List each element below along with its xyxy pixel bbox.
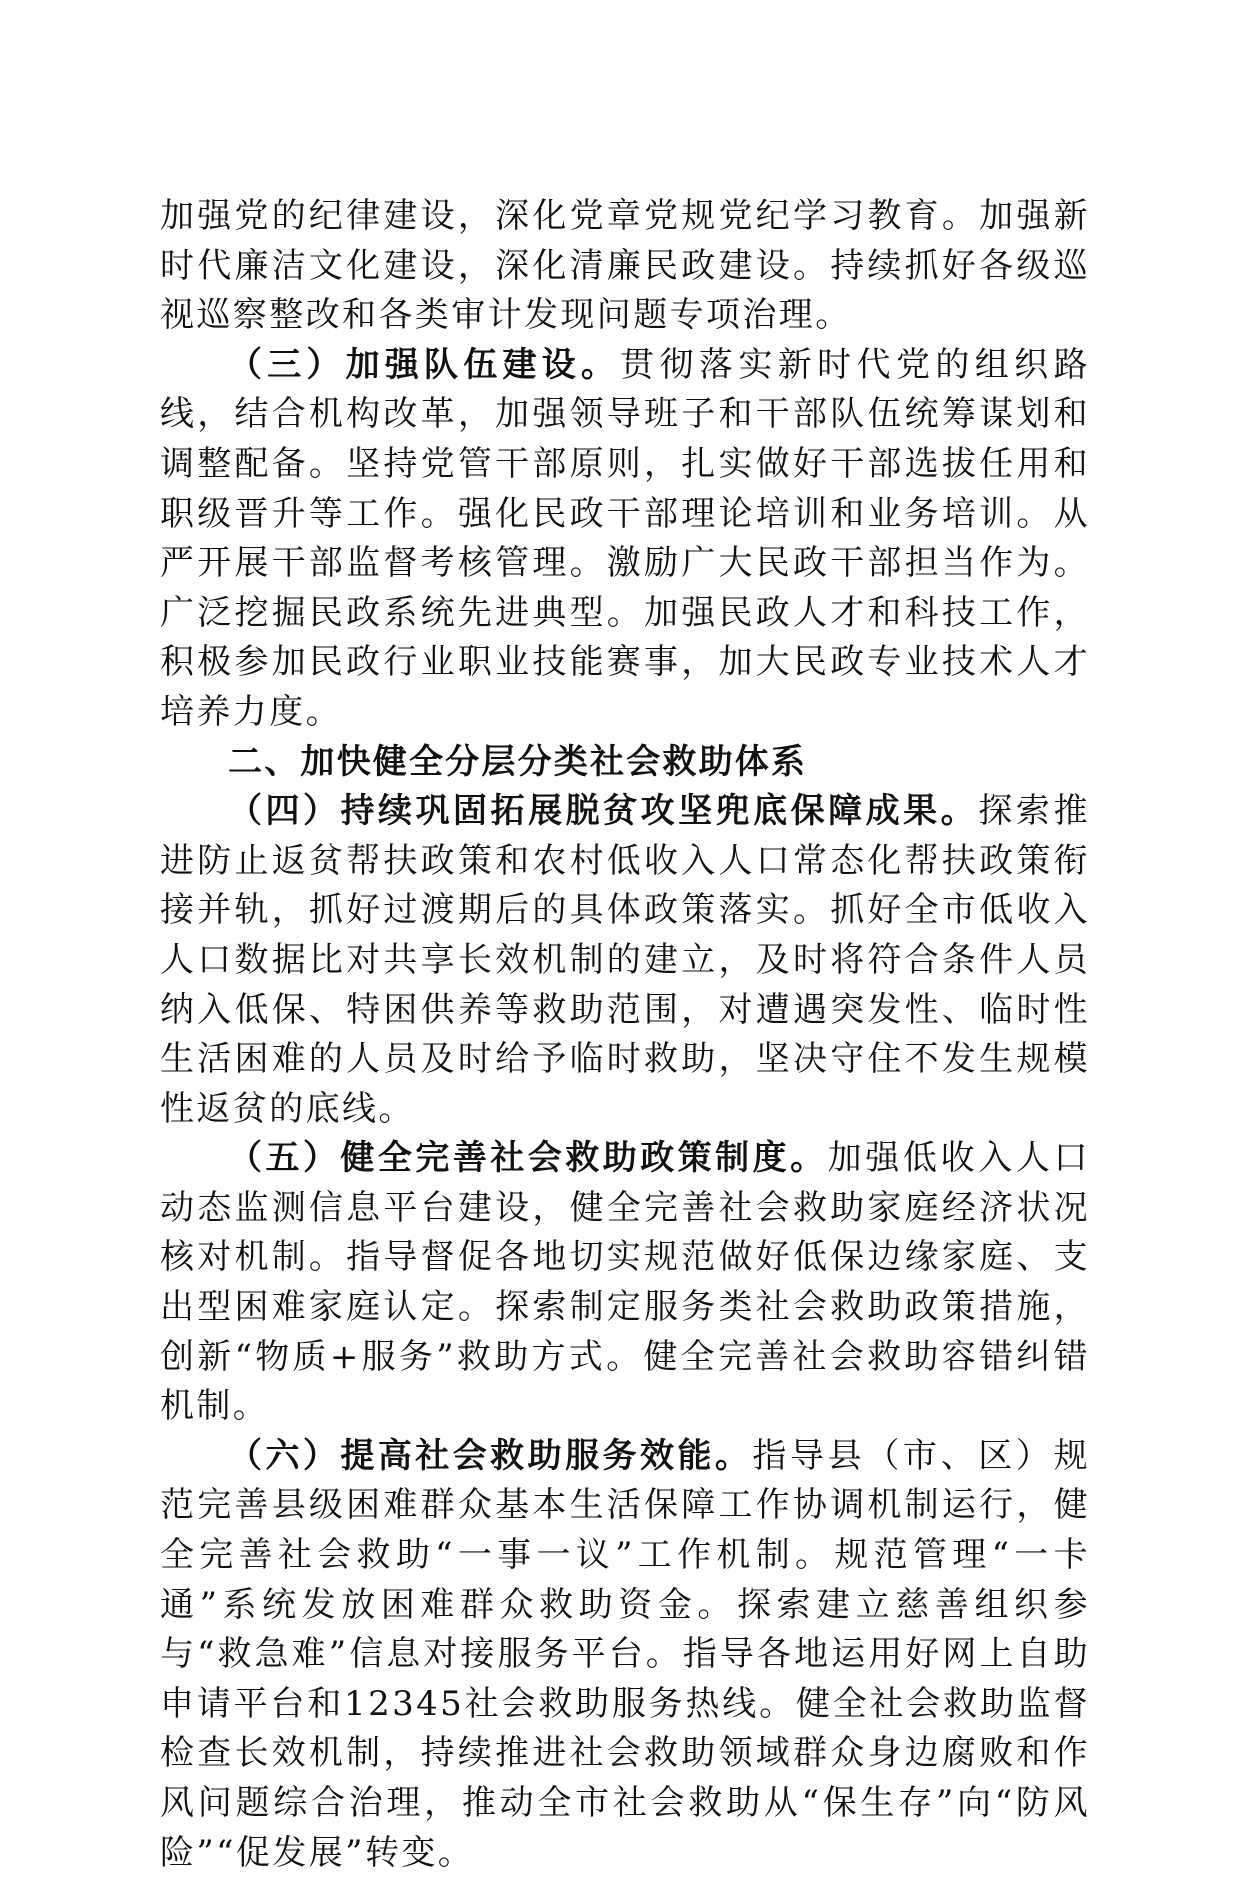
paragraph-lead: （五）健全完善社会救助政策制度。 — [228, 1138, 828, 1179]
paragraph-poverty-alleviation — [160, 787, 1090, 1134]
section-heading: 二、加快健全分层分类社会救助体系 — [228, 741, 808, 782]
paragraph-party-discipline — [160, 192, 1090, 341]
paragraph-lead: （四）持续巩固拓展脱贫攻坚兜底保障成果。 — [228, 791, 979, 832]
paragraph-lead: （六）提高社会救助服务效能。 — [228, 1435, 753, 1476]
paragraph-team-building — [160, 341, 1090, 738]
paragraph-body: 贯彻落实新时代党的组织路线，结合机构改革，加强领导班子和干部队伍统筹谋划和调整配备。坚持党管干部原则，扎实做好干部选拔任用和职级晋升等工作。强化民政干部理论培训和业务培训。从严开展干部监督考核管理。激励广大民政干部担当作为。广泛挖掘民政系统先进典型。加强民政人才和科技工作，积极参加民政行业职业技能赛事，加大民政专业技术人才培养力度。 — [160, 344, 1090, 732]
paragraph-service-efficiency — [160, 1432, 1090, 1878]
paragraph-body: 加强党的纪律建设，深化党章党规党纪学习教育。加强新时代廉洁文化建设，深化清廉民政建设。持续抓好各级巡视巡察整改和各类审计发现问题专项治理。 — [160, 196, 1090, 336]
paragraph-body: 指导县（市、区）规范完善县级困难群众基本生活保障工作协调机制运行，健全完善社会救助“一事一议”工作机制。规范管理“一卡通”系统发放困难群众救助资金。探索建立慈善组织参与“救急难”信息对接服务平台。指导各地运用好网上自助申请平台和12345社会救助服务热线。健全社会救助监督检查长效机制，持续推进社会救助领域群众身边腐败和作风问题综合治理，推动全市社会救助从“保生存”向“防风险”“促发展”转变。 — [160, 1435, 1090, 1873]
paragraph-assistance-policy — [160, 1134, 1090, 1432]
paragraph-body: 探索推进防止返贫帮扶政策和农村低收入人口常态化帮扶政策衔接并轨，抓好过渡期后的具体政策落实。抓好全市低收入人口数据比对共享长效机制的建立，及时将符合条件人员纳入低保、特困供养等救助范围，对遭遇突发性、临时性生活困难的人员及时给予临时救助，坚决守住不发生规模性返贫的底线。 — [160, 791, 1091, 1129]
paragraph-lead: （三）加强队伍建设。 — [228, 344, 621, 385]
paragraph-body: 加强低收入人口动态监测信息平台建设，健全完善社会救助家庭经济状况核对机制。指导督促各地切实规范做好低保边缘家庭、支出型困难家庭认定。探索制定服务类社会救助政策措施，创新“物质+服务”救助方式。健全完善社会救助容错纠错机制。 — [160, 1138, 1090, 1427]
document-page — [160, 192, 1090, 1878]
